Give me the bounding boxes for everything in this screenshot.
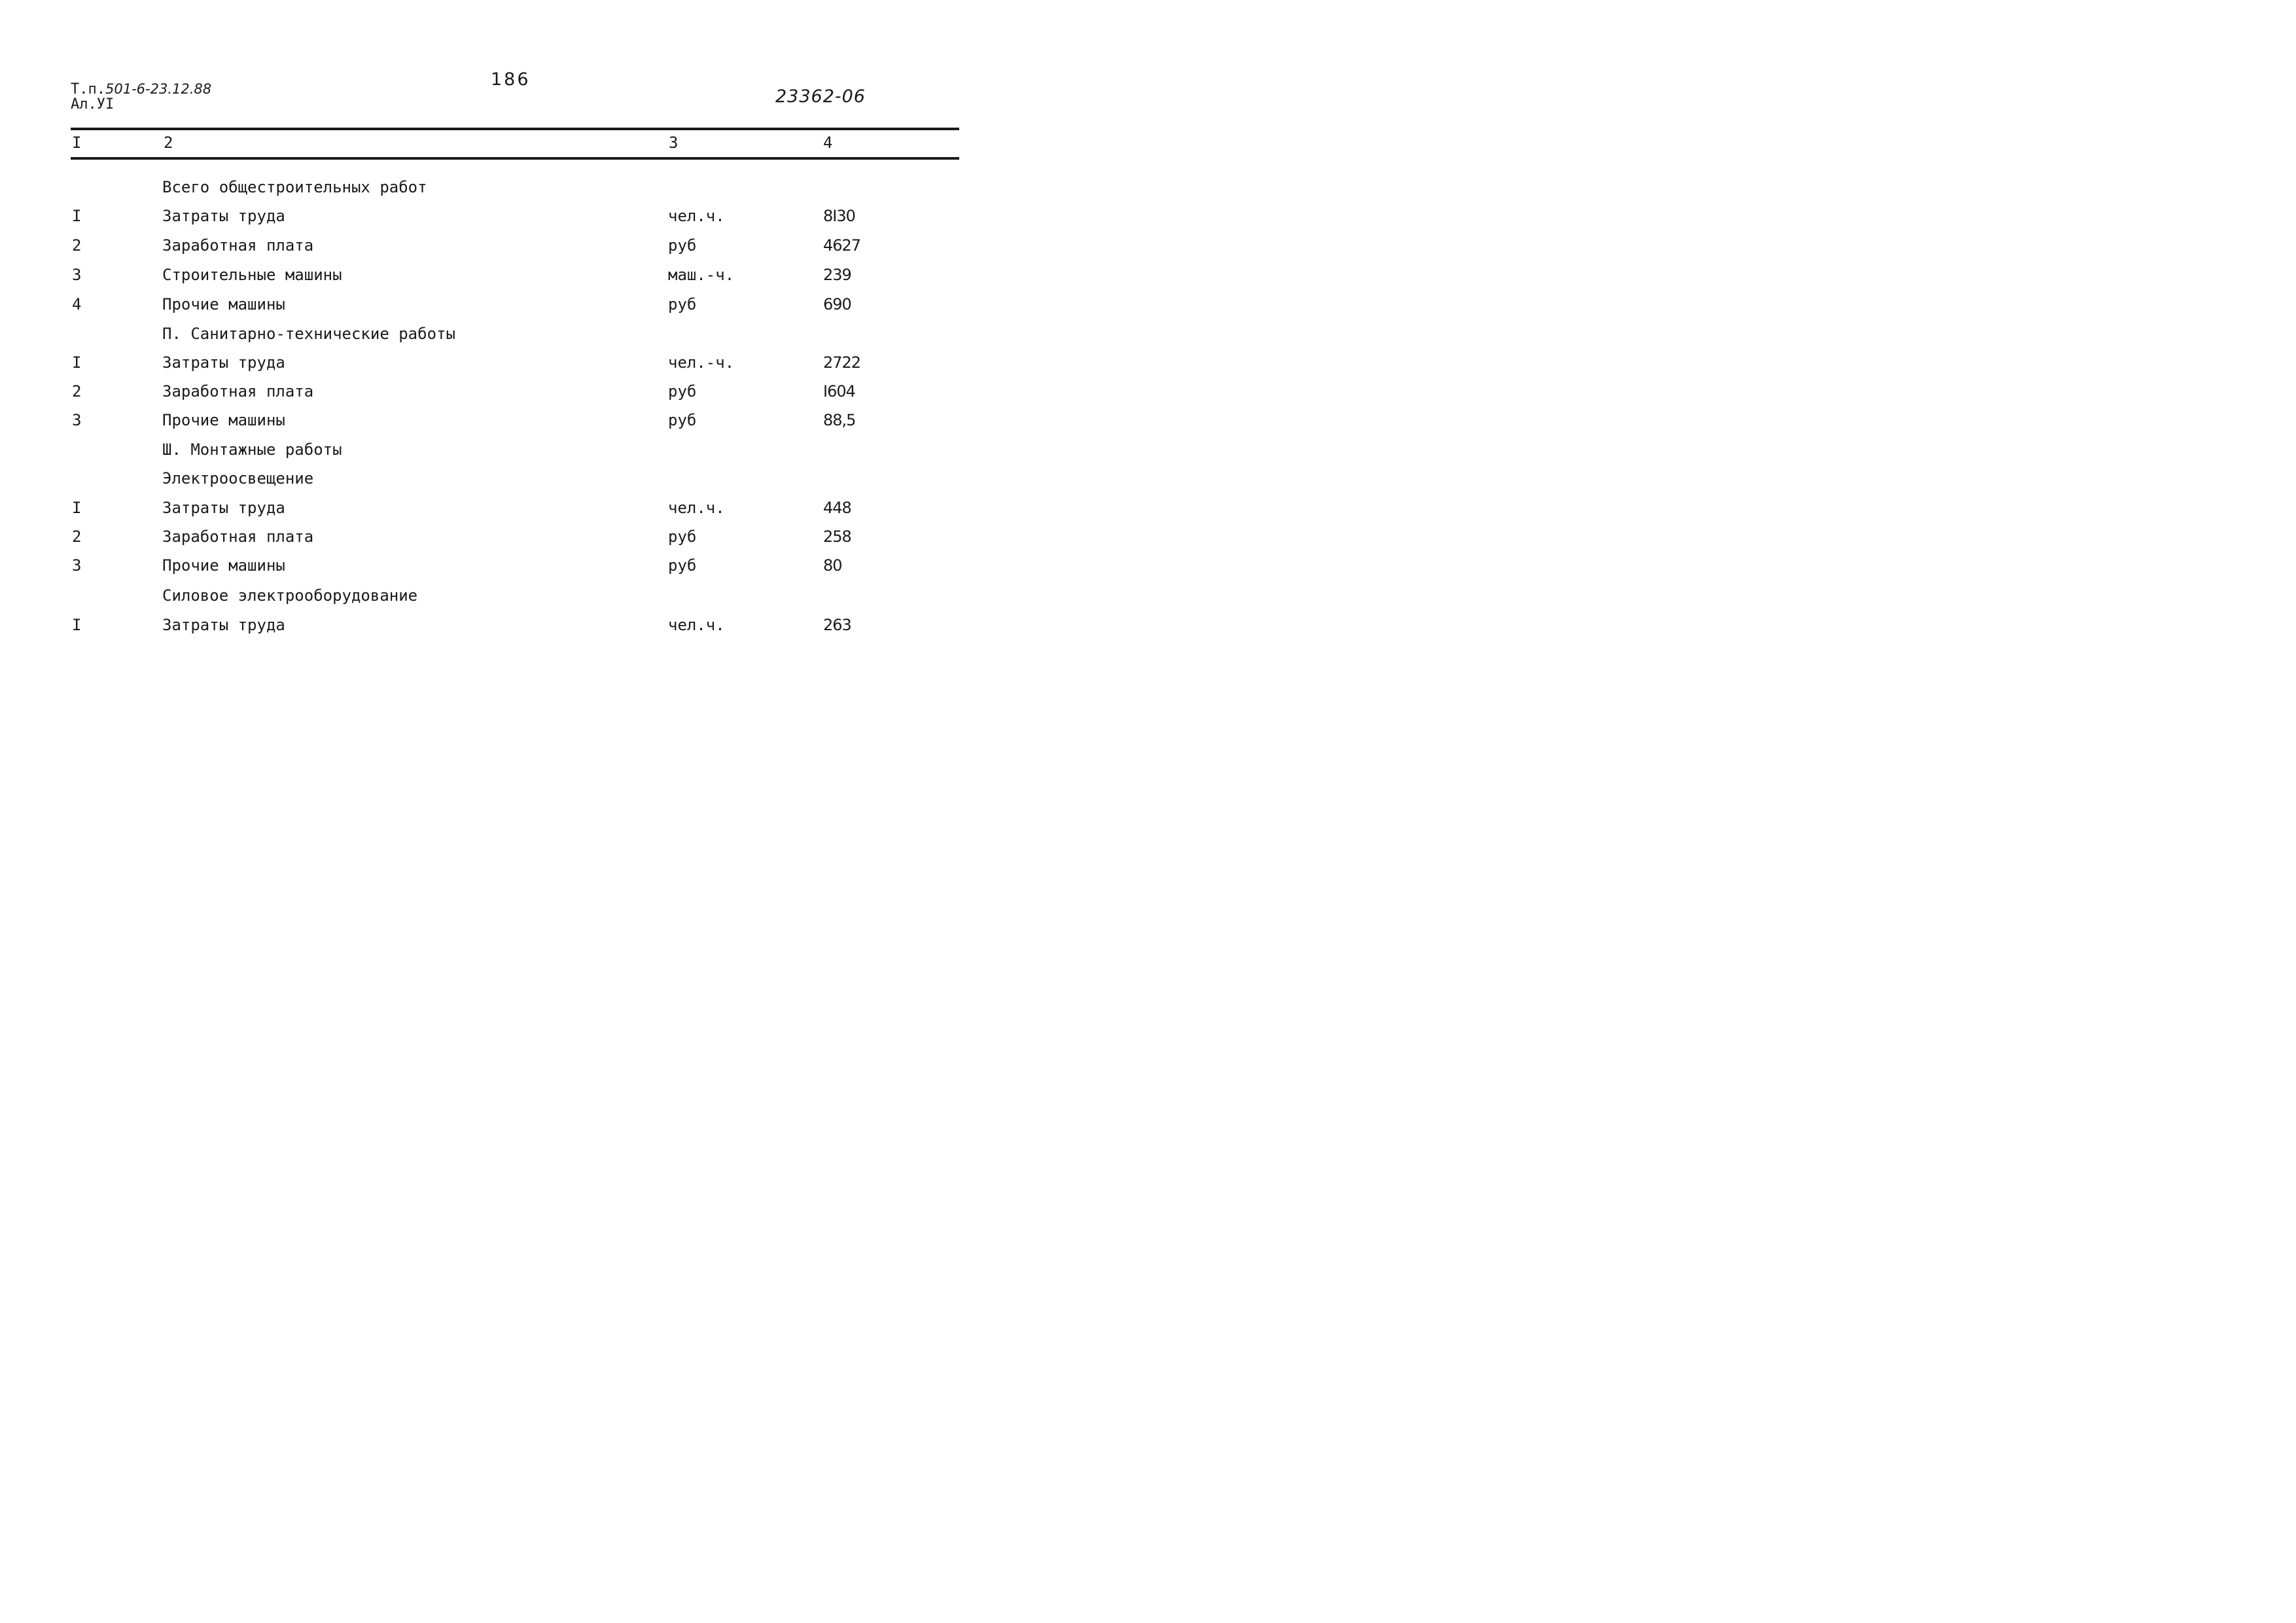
row-number: I: [72, 207, 82, 225]
row-unit: руб: [668, 295, 697, 313]
row-unit: руб: [668, 411, 697, 429]
row-number: 2: [72, 527, 82, 546]
row-unit: чел.ч.: [668, 207, 725, 225]
row-number: 3: [72, 556, 82, 575]
row-number: I: [72, 353, 82, 372]
table-row: [0, 469, 1015, 497]
table-row: [0, 410, 1015, 439]
project-prefix: Т.п.: [71, 81, 105, 98]
table-row: [0, 294, 1015, 323]
row-number: 3: [72, 411, 82, 429]
row-name: П. Санитарно-технические работы: [162, 325, 455, 343]
table-row: [0, 527, 1015, 556]
row-unit: чел.-ч.: [668, 353, 735, 372]
project-code: 501-6-23.12.88: [105, 81, 212, 97]
row-name: Заработная плата: [162, 382, 314, 401]
table-row: [0, 206, 1015, 235]
table-top-rule: [71, 128, 959, 130]
album-label: Ал.УI: [71, 96, 115, 113]
row-value: 80: [823, 556, 842, 575]
row-value: 88,5: [823, 411, 856, 429]
column-header-2: 2: [164, 134, 173, 152]
row-name: Затраты труда: [162, 353, 285, 372]
row-name: Прочие машины: [162, 411, 285, 429]
row-unit: руб: [668, 382, 697, 401]
table-row: [0, 382, 1015, 410]
row-name: Ш. Монтажные работы: [162, 440, 342, 459]
row-value: 690: [823, 295, 851, 313]
row-value: 8I30: [823, 207, 855, 225]
row-value: 2722: [823, 353, 861, 372]
row-name: Силовое электрооборудование: [162, 586, 418, 605]
table-row: [0, 556, 1015, 584]
column-header-1: I: [72, 134, 82, 152]
row-name: Электроосвещение: [162, 469, 314, 488]
table-row: [0, 586, 1015, 615]
table-row: [0, 615, 1015, 644]
table-row: [0, 440, 1015, 469]
project-reference: [71, 81, 211, 98]
table-row: [0, 265, 1015, 294]
table-row: [0, 498, 1015, 527]
row-name: Затраты труда: [162, 616, 285, 634]
row-name: Прочие машины: [162, 295, 285, 313]
row-name: Заработная плата: [162, 236, 314, 255]
row-value: 4627: [823, 236, 861, 255]
row-value: 448: [823, 499, 851, 517]
page-number: 186: [491, 69, 531, 90]
row-number: 2: [72, 382, 82, 401]
row-value: 239: [823, 266, 851, 284]
row-name: Строительные машины: [162, 266, 342, 284]
row-number: 3: [72, 266, 82, 284]
row-unit: руб: [668, 236, 697, 255]
table-row: [0, 324, 1015, 353]
table-row: [0, 236, 1015, 264]
table-row: [0, 353, 1015, 382]
row-unit: руб: [668, 527, 697, 546]
row-name: Всего общестроительных работ: [162, 178, 427, 196]
row-value: I604: [823, 382, 855, 401]
row-number: 2: [72, 236, 82, 255]
row-name: Затраты труда: [162, 207, 285, 225]
table-header-rule: [71, 157, 959, 160]
row-name: Заработная плата: [162, 527, 314, 546]
row-unit: чел.ч.: [668, 616, 725, 634]
row-name: Прочие машины: [162, 556, 285, 575]
row-number: I: [72, 499, 82, 517]
column-header-4: 4: [823, 134, 833, 152]
row-value: 263: [823, 616, 851, 634]
column-header-3: 3: [669, 134, 679, 152]
row-number: I: [72, 616, 82, 634]
row-number: 4: [72, 295, 82, 313]
row-unit: руб: [668, 556, 697, 575]
inventory-number: 23362-06: [775, 86, 866, 107]
row-unit: маш.-ч.: [668, 266, 735, 284]
table-row: [0, 177, 1015, 206]
row-name: Затраты труда: [162, 499, 285, 517]
row-value: 258: [823, 527, 851, 546]
row-unit: чел.ч.: [668, 499, 725, 517]
